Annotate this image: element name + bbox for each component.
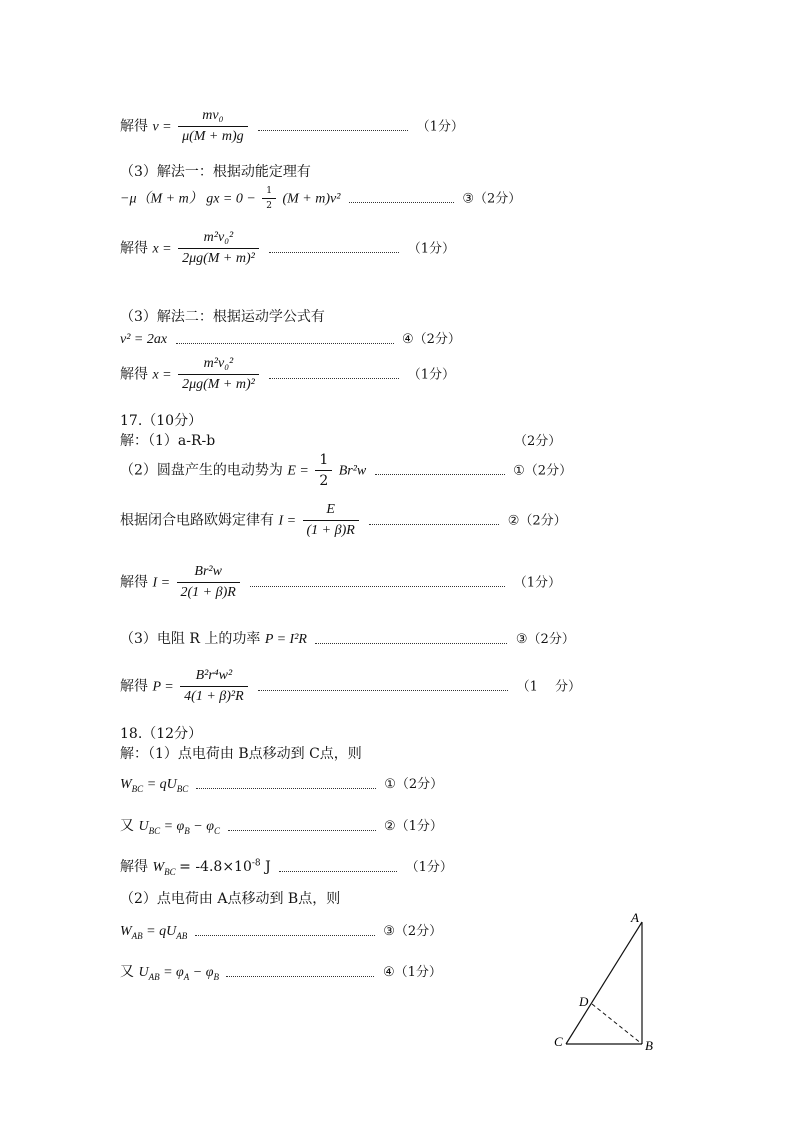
formula-lhs: x = bbox=[152, 367, 172, 383]
formula bbox=[120, 924, 191, 939]
score: ③（2分） bbox=[515, 632, 575, 647]
formula: P = I²R bbox=[264, 632, 307, 647]
symbol: = φ bbox=[159, 965, 184, 980]
subscript: B bbox=[184, 825, 190, 836]
score: ②（2分） bbox=[507, 513, 567, 529]
formula bbox=[138, 965, 222, 980]
leader-dots bbox=[258, 122, 408, 131]
numerator: B²r⁴w² bbox=[195, 668, 233, 683]
symbol: W bbox=[152, 860, 165, 875]
q17-part1 bbox=[120, 430, 215, 450]
numerator: m²v₀² bbox=[203, 230, 234, 245]
formula-lhs: I = bbox=[152, 575, 171, 591]
fraction-current bbox=[303, 502, 359, 539]
denominator: μ(M + m)g bbox=[178, 126, 248, 145]
label-jiede: 解得 bbox=[120, 118, 148, 135]
triangle-figure bbox=[548, 908, 668, 1058]
score: ③（2分） bbox=[383, 924, 443, 939]
fraction-v bbox=[178, 108, 248, 145]
leader-dots bbox=[228, 822, 376, 831]
label-you: 又 bbox=[120, 964, 134, 980]
label-c: C bbox=[554, 1034, 563, 1049]
leader-dots bbox=[258, 682, 508, 691]
fraction-current bbox=[177, 564, 240, 601]
score: ①（2分） bbox=[384, 777, 444, 792]
q17-solve-P bbox=[120, 668, 581, 705]
q18-part2: （2）点电荷由 A点移动到 B点，则 bbox=[120, 891, 341, 907]
fraction-half bbox=[315, 452, 332, 489]
label-you: 又 bbox=[120, 818, 134, 834]
score: ②（1分） bbox=[383, 819, 443, 834]
leader-dots bbox=[250, 578, 505, 587]
leader-dots bbox=[315, 635, 507, 644]
symbol: U bbox=[138, 965, 149, 980]
q18-voltage-ab bbox=[120, 961, 442, 982]
leader-dots bbox=[196, 780, 376, 789]
q17-emf-line bbox=[120, 452, 572, 489]
answer-text: 解：（1）a-R-b bbox=[120, 433, 216, 449]
score: ④（2分） bbox=[401, 332, 461, 347]
leader-dots bbox=[269, 244, 399, 253]
q18-solve-w bbox=[120, 856, 453, 877]
label-text: （3）电阻 R 上的功率 bbox=[120, 631, 261, 647]
fraction-half bbox=[262, 186, 276, 211]
subscript: AB bbox=[148, 971, 160, 982]
label-jiede: 解得 bbox=[120, 574, 148, 591]
numerator: 1 bbox=[266, 186, 272, 196]
subscript: BC bbox=[176, 783, 189, 794]
leader-dots bbox=[226, 968, 374, 977]
leader-dots bbox=[195, 927, 375, 936]
fraction-power bbox=[180, 668, 248, 705]
score: （1分） bbox=[407, 241, 456, 257]
subscript: AB bbox=[131, 930, 143, 941]
score: （1分） bbox=[416, 119, 464, 135]
label-text: （2）圆盘产生的电动势为 bbox=[120, 462, 283, 479]
numerator: Br²w bbox=[194, 564, 222, 579]
leader-dots bbox=[176, 335, 394, 344]
score: （1分） bbox=[513, 575, 561, 591]
formula-lhs: v = bbox=[152, 119, 172, 135]
formula: v² = 2ax bbox=[120, 332, 168, 347]
fraction-x bbox=[178, 356, 259, 393]
label-jiede: 解得 bbox=[120, 859, 148, 875]
label-jiede: 解得 bbox=[120, 366, 148, 383]
denominator: 2 bbox=[262, 198, 276, 211]
formula-right: Br²w bbox=[338, 463, 367, 479]
q17-solve-I bbox=[120, 564, 561, 601]
q17-ohm-line bbox=[120, 502, 567, 539]
subscript: BC bbox=[131, 783, 144, 794]
denominator: 2 bbox=[315, 470, 332, 489]
leader-dots bbox=[349, 194, 454, 203]
subscript: A bbox=[183, 971, 190, 982]
denominator: (1 + β)R bbox=[303, 520, 359, 539]
formula-lhs: I = bbox=[278, 513, 297, 529]
side-ac bbox=[566, 922, 642, 1044]
score: ④（1分） bbox=[382, 965, 442, 980]
score: ①（2分） bbox=[513, 463, 573, 479]
q18-work-ab bbox=[120, 920, 442, 941]
number: = -4.8×10 bbox=[179, 859, 252, 875]
score: （1分） bbox=[407, 367, 456, 383]
symbol: = φ bbox=[160, 819, 185, 834]
method2-heading: （3）解法二：根据运动学公式有 bbox=[120, 309, 325, 325]
subscript: B bbox=[213, 971, 219, 982]
q18-part1: 解：（1）点电荷由 B点移动到 C点，则 bbox=[120, 746, 362, 762]
formula-lhs: x = bbox=[152, 241, 172, 257]
subscript: AB bbox=[176, 930, 188, 941]
numerator: m²v₀² bbox=[203, 356, 234, 371]
solve-v-line bbox=[120, 108, 464, 145]
leader-dots bbox=[279, 863, 397, 872]
label-jiede: 解得 bbox=[120, 678, 148, 695]
solve-x-line-1 bbox=[120, 230, 455, 267]
score: （2分） bbox=[514, 434, 562, 449]
formula-right: (M + m)v² bbox=[282, 191, 341, 207]
formula-left: −μ（M + m） gx = 0 − bbox=[120, 191, 256, 207]
unit: J bbox=[265, 859, 271, 875]
leader-dots bbox=[375, 466, 505, 475]
label-a: A bbox=[631, 910, 639, 925]
symbol: W bbox=[120, 924, 132, 939]
formula bbox=[120, 777, 192, 792]
exponent: -8 bbox=[251, 858, 261, 869]
symbol: − φ bbox=[189, 965, 214, 980]
score: ③（2分） bbox=[462, 191, 522, 207]
score: （1分） bbox=[405, 860, 453, 875]
symbol: U bbox=[138, 819, 149, 834]
score: （1 分） bbox=[516, 679, 581, 695]
formula bbox=[138, 819, 223, 834]
fraction-x bbox=[178, 230, 259, 267]
symbol: = qU bbox=[142, 924, 177, 939]
kinematics-equation bbox=[120, 328, 461, 348]
label-b: B bbox=[645, 1038, 653, 1053]
q18-title: 18.（12分） bbox=[120, 726, 203, 742]
value bbox=[179, 859, 275, 875]
symbol: − φ bbox=[189, 819, 214, 834]
solve-x-line-2 bbox=[120, 356, 455, 393]
method1-heading: （3）解法一：根据动能定理有 bbox=[120, 164, 311, 180]
symbol: = qU bbox=[143, 777, 177, 792]
leader-dots bbox=[369, 516, 499, 525]
symbol: W bbox=[120, 777, 132, 792]
q18-voltage-bc bbox=[120, 815, 443, 836]
dashed-db bbox=[592, 1004, 642, 1044]
subscript: BC bbox=[164, 866, 176, 877]
denominator: 4(1 + β)²R bbox=[180, 686, 248, 705]
numerator: E bbox=[326, 502, 335, 517]
formula bbox=[152, 860, 179, 875]
leader-dots bbox=[269, 370, 399, 379]
q17-title: 17.（10分） bbox=[120, 413, 203, 429]
numerator: 1 bbox=[319, 452, 329, 468]
numerator: mv₀ bbox=[202, 108, 224, 123]
label-text: 根据闭合电路欧姆定律有 bbox=[120, 512, 274, 529]
denominator: 2μg(M + m)² bbox=[178, 374, 259, 393]
label-d: D bbox=[579, 994, 589, 1009]
formula-lhs: E = bbox=[287, 463, 309, 479]
denominator: 2μg(M + m)² bbox=[178, 248, 259, 267]
q18-work-bc bbox=[120, 773, 443, 794]
denominator: 2(1 + β)R bbox=[177, 582, 240, 601]
energy-equation bbox=[120, 186, 521, 211]
q17-power-line bbox=[120, 628, 575, 648]
label-jiede: 解得 bbox=[120, 240, 148, 257]
subscript: BC bbox=[148, 825, 161, 836]
subscript: C bbox=[214, 825, 221, 836]
formula-lhs: P = bbox=[152, 679, 174, 695]
